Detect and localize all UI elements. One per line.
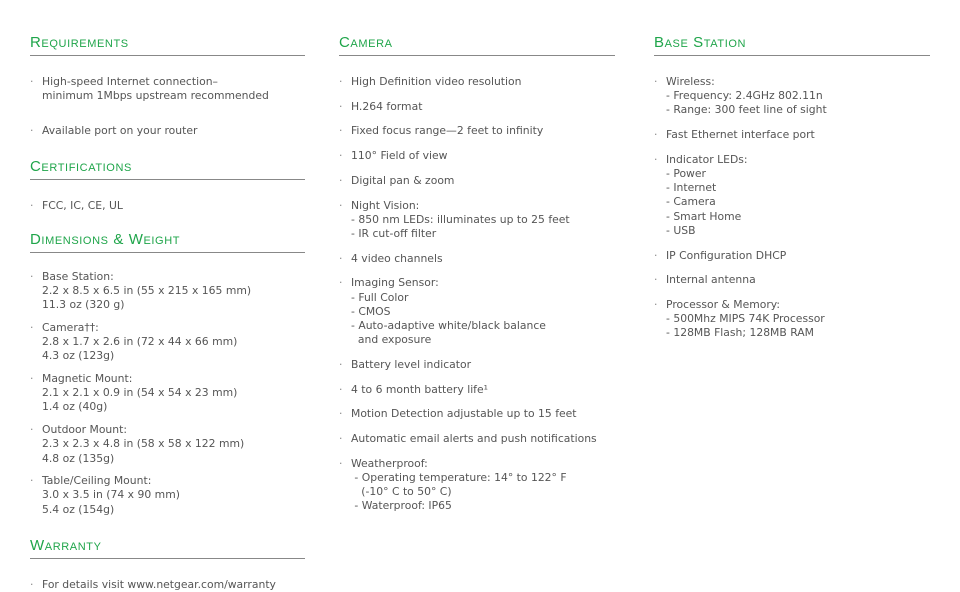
spec-item (654, 128, 930, 142)
spec-item-detail: 2.1 x 2.1 x 0.9 in (54 x 54 x 23 mm) (42, 386, 238, 400)
list-base-station (654, 75, 930, 341)
spec-item-label: · Table/Ceiling Mount: (42, 474, 152, 488)
spec-item (654, 298, 930, 341)
spec-item-detail: - CMOS (351, 304, 391, 318)
spec-item-detail: 5.4 oz (154g) (42, 502, 115, 516)
section-warranty (30, 537, 305, 592)
spec-item-label: · Battery level indicator (351, 357, 472, 371)
spec-item-label: · Night Vision: (351, 198, 420, 212)
spec-item (339, 124, 615, 138)
spec-item-label: · Weatherproof: (351, 456, 428, 470)
spec-item (30, 75, 305, 103)
spec-item-label: · FCC, IC, CE, UL (42, 198, 123, 212)
spec-item (339, 252, 615, 266)
spec-item-detail: - Power (666, 167, 706, 181)
section-title-camera: Camera (339, 34, 615, 56)
section-base-station (654, 34, 930, 341)
spec-item-detail: 2.2 x 8.5 x 6.5 in (55 x 215 x 165 mm) (42, 284, 252, 298)
spec-item (30, 372, 305, 415)
spec-item-detail: and exposure (351, 333, 432, 347)
spec-item-detail: - Internet (666, 181, 717, 195)
spec-item-label: · Magnetic Mount: (42, 372, 133, 386)
spec-item-detail: - IR cut-off filter (351, 226, 437, 240)
spec-item-label: · Imaging Sensor: (351, 276, 439, 290)
spec-item (654, 75, 930, 118)
spec-item (339, 383, 615, 397)
spec-item (339, 75, 615, 89)
spec-item-detail: 2.8 x 1.7 x 2.6 in (72 x 44 x 66 mm) (42, 335, 238, 349)
column-left (30, 34, 305, 592)
spec-item (654, 249, 930, 263)
section-dimensions (30, 231, 305, 517)
section-title-base-station: Base Station (654, 34, 930, 56)
spec-item-detail: - Frequency: 2.4GHz 802.11n (666, 89, 823, 103)
spec-item (339, 199, 615, 242)
column-right (654, 34, 930, 341)
spec-item-label: · Automatic email alerts and push notifications (351, 431, 597, 445)
spec-item-label: · Fixed focus range—2 feet to infinity (351, 124, 544, 138)
spec-item (30, 423, 305, 466)
spec-item-detail: - USB (666, 223, 696, 237)
list-camera (339, 75, 615, 513)
spec-item-label: · Base Station: (42, 269, 114, 283)
spec-item (30, 124, 305, 138)
spec-item-detail: - Operating temperature: 14° to 122° F (351, 470, 567, 484)
spec-item-detail: 11.3 oz (320 g) (42, 298, 125, 312)
spec-item-label: · 4 to 6 month battery life¹ (351, 382, 488, 396)
spec-item-detail: - 850 nm LEDs: illuminates up to 25 feet (351, 212, 570, 226)
spec-item-detail: - 500Mhz MIPS 74K Processor (666, 312, 825, 326)
spec-item (30, 321, 305, 364)
spec-item-detail: - Camera (666, 195, 716, 209)
spec-item (654, 153, 930, 238)
spec-item-label: · Motion Detection adjustable up to 15 feet (351, 407, 577, 421)
spec-item (30, 270, 305, 313)
spec-item-label: · Internal antenna (666, 273, 756, 287)
spec-item-detail: minimum 1Mbps upstream recommended (42, 89, 269, 103)
spec-item-detail: 2.3 x 2.3 x 4.8 in (58 x 58 x 122 mm) (42, 437, 245, 451)
spec-item (339, 432, 615, 446)
spec-item-label: · Camera††: (42, 320, 99, 334)
spec-item-detail: - Range: 300 feet line of sight (666, 103, 827, 117)
spec-item-detail: - 128MB Flash; 128MB RAM (666, 326, 814, 340)
spec-item-label: · Wireless: (666, 75, 715, 88)
spec-item (339, 100, 615, 114)
spec-item (339, 358, 615, 372)
list-dimensions (30, 270, 305, 517)
spec-item-label: · 4 video channels (351, 251, 443, 265)
spec-item-label: · Available port on your router (42, 124, 198, 138)
spec-item-label: · H.264 format (351, 99, 423, 113)
section-requirements (30, 34, 305, 139)
spec-item-detail: 4.8 oz (135g) (42, 451, 115, 465)
spec-item (30, 474, 305, 517)
spec-item-detail: 3.0 x 3.5 in (74 x 90 mm) (42, 488, 180, 502)
section-certifications (30, 158, 305, 213)
list-requirements (30, 75, 305, 139)
spec-item-detail: - Auto-adaptive white/black balance (351, 318, 546, 332)
spec-item-label: · Outdoor Mount: (42, 423, 127, 437)
section-title-certifications: Certifications (30, 158, 305, 180)
spec-item (339, 407, 615, 421)
spec-item-label: · Fast Ethernet interface port (666, 128, 815, 142)
spec-item-detail: - Waterproof: IP65 (351, 499, 452, 513)
spec-item-label: · Digital pan & zoom (351, 173, 455, 187)
spec-item (339, 276, 615, 347)
spec-item-detail: 4.3 oz (123g) (42, 349, 115, 363)
spec-item-label: · 110° Field of view (351, 149, 448, 163)
spec-item-label: · IP Configuration DHCP (666, 248, 787, 262)
section-title-requirements: Requirements (30, 34, 305, 56)
section-title-warranty: Warranty (30, 537, 305, 559)
spec-item-detail: - Smart Home (666, 209, 742, 223)
spec-item (30, 199, 305, 213)
spec-item-label: · Processor & Memory: (666, 297, 781, 311)
column-middle (339, 34, 615, 513)
section-camera (339, 34, 615, 513)
spec-item-label: · Indicator LEDs: (666, 152, 748, 166)
section-title-dimensions: Dimensions & Weight (30, 231, 305, 253)
spec-item (654, 273, 930, 287)
spec-item-detail: (-10° C to 50° C) (351, 485, 452, 499)
spec-item (339, 174, 615, 188)
spec-item (339, 457, 615, 514)
spec-item-label: · High Definition video resolution (351, 75, 522, 88)
spec-item-label: · For details visit www.netgear.com/warranty (42, 577, 276, 591)
spec-item-detail: - Full Color (351, 290, 409, 304)
spec-item-label: · High-speed Internet connection– (42, 75, 218, 88)
spec-item-detail: 1.4 oz (40g) (42, 400, 108, 414)
spec-item (339, 149, 615, 163)
list-certifications (30, 199, 305, 213)
